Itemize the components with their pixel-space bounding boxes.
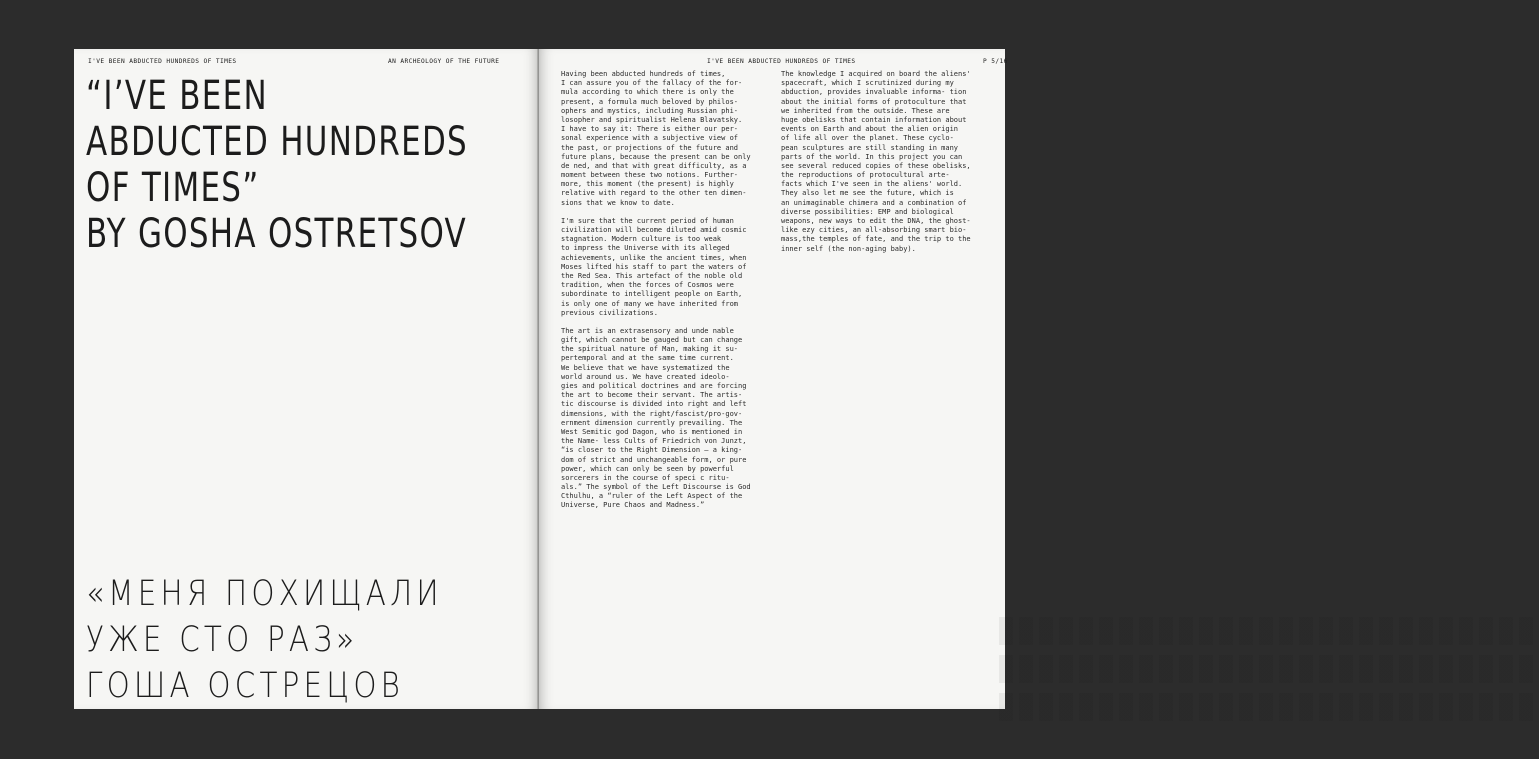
text-line: to impress the Universe with its alleged (561, 244, 730, 253)
text-column-2 (781, 70, 996, 263)
text-line: spacecraft, which I scrutinized during my (781, 79, 954, 88)
title-line: OF TIMES” (86, 165, 260, 211)
text-line: diverse possibilities: EMP and biological (781, 207, 954, 216)
paragraph (561, 70, 776, 208)
title-line: “I’VE BEEN (86, 73, 268, 119)
text-line: moment between these two notions. Further- (561, 171, 739, 180)
text-line: is only one of many we have inherited from (561, 299, 739, 308)
text-line: the reproductions of protocultural arte- (781, 171, 950, 180)
title-line: ABDUCTED HUNDREDS (86, 119, 469, 165)
text-line: more, this moment (the present) is highly (561, 180, 734, 189)
text-line: the Red Sea. This artefact of the noble old (561, 271, 743, 280)
text-line: sorcerers in the course of speci c ritu- (561, 473, 730, 482)
text-line: see several reduced copies of these obelisks, (781, 161, 971, 170)
text-column-1 (561, 70, 776, 520)
title-line: ГОША ОСТРЕЦОВ (86, 666, 405, 706)
text-line: parts of the world. In this project you can (781, 152, 963, 161)
text-line: Moses lifted his staff to part the waters of (561, 262, 747, 271)
text-line: gift, which cannot be gauged but can change (561, 336, 743, 345)
text-line: achievements, unlike the ancient times, when (561, 253, 747, 262)
running-head-right: I'VE BEEN ABDUCTED HUNDREDS OF TIMES (707, 58, 856, 65)
text-line: als.” The symbol of the Left Discourse is God (561, 483, 751, 492)
text-line: ernment dimension currently prevailing. The (561, 418, 743, 427)
text-line: ophers and mystics, including Russian phi- (561, 106, 739, 115)
title-line: «МЕНЯ ПОХИЩАЛИ (86, 574, 443, 614)
text-line: mula according to which there is only the (561, 88, 734, 97)
title-line: BY GOSHA OSTRETSOV (86, 211, 467, 257)
text-line: losopher and spiritualist Helena Blavatsky. (561, 115, 743, 124)
text-line: like ezy cities, an all-absorbing smart bio- (781, 226, 967, 235)
text-line: Cthulhu, a “ruler of the Left Aspect of the (561, 492, 743, 501)
text-line: weapons, new ways to edit the DNA, the ghost- (781, 217, 971, 225)
page-number: P 5/16 (983, 58, 1008, 65)
text-line: an unimaginable chimera and a combination of (781, 198, 967, 207)
text-line: events on Earth and about the alien origin (781, 125, 959, 134)
text-line: of life all over the planet. These cyclo- (781, 134, 954, 143)
text-line: dimensions, with the right/fascist/pro-gov- (561, 409, 743, 418)
text-line: future plans, because the present can be only (561, 152, 751, 161)
text-line: about the initial forms of protoculture that (781, 97, 967, 106)
paragraph (561, 327, 776, 511)
left-page (74, 49, 538, 709)
text-line: sions that we know to date. (561, 198, 675, 207)
text-line: previous civilizations. (561, 308, 658, 317)
paragraph (781, 70, 996, 254)
text-line: the past, or projections of the future and (561, 143, 739, 152)
text-line: civilization will become diluted amid cosmic (561, 226, 747, 234)
text-line: huge obelisks that contain information about (781, 115, 967, 124)
text-line: dom of strict and unchangeable form, or pure (561, 455, 747, 464)
text-line: the Name- less Cults of Friedrich von Junzt, (561, 437, 747, 446)
text-line: The art is an extrasensory and unde nable (561, 326, 734, 335)
text-line: “is closer to the Right Dimension – a king- (561, 446, 743, 455)
text-line: stagnation. Modern culture is too weak (561, 235, 722, 244)
text-line: I have to say it: There is either our per- (561, 125, 739, 134)
paragraph (561, 217, 776, 318)
text-line: present, a formula much beloved by philos- (561, 97, 739, 106)
text-line: world around us. We have created ideolo- (561, 372, 730, 381)
text-line: I'm sure that the current period of human (561, 216, 734, 225)
show-through-text (999, 617, 1539, 747)
text-line: power, which can only be seen by powerful (561, 464, 734, 473)
text-line: We believe that we have systematized the (561, 363, 730, 372)
text-line: facts which I've seen in the aliens' world. (781, 180, 963, 189)
text-line: relative with regard to the other ten dimen- (561, 189, 747, 198)
right-page (539, 49, 1008, 709)
text-line: the art to become their servant. The artis- (561, 391, 743, 400)
running-head-left: I'VE BEEN ABDUCTED HUNDREDS OF TIMES (88, 58, 237, 65)
text-line: Universe, Pure Chaos and Madness.” (561, 501, 705, 510)
text-line: inner self (the non-aging baby). (781, 244, 916, 253)
text-line: West Semitic god Dagon, who is mentioned in (561, 427, 743, 436)
text-line: pean sculptures are still standing in many (781, 143, 959, 152)
russian-title (86, 571, 460, 709)
text-line: mass,the temples of fate, and the trip to the (781, 235, 971, 244)
text-line: gies and political doctrines and are forcing (561, 382, 747, 390)
text-line: Having been abducted hundreds of times, (561, 70, 726, 78)
text-line: The knowledge I acquired on board the aliens' (781, 70, 971, 78)
text-line: They also let me see the future, which is (781, 189, 954, 198)
text-line: tradition, when the forces of Cosmos were (561, 281, 734, 290)
title-line: УЖЕ СТО РАЗ» (86, 620, 359, 660)
text-line: the spiritual nature of Man, making it su- (561, 345, 739, 354)
text-line: subordinate to intelligent people on Earth, (561, 290, 743, 299)
text-line: pertemporal and at the same time current. (561, 354, 734, 363)
text-line: abduction, provides invaluable informa- tion (781, 88, 967, 97)
english-title (86, 73, 469, 257)
text-line: I can assure you of the fallacy of the for- (561, 79, 743, 88)
text-line: de ned, and that with great difficulty, as a (561, 161, 747, 170)
text-line: sonal experience with a subjective view of (561, 134, 739, 143)
text-line: tic discourse is divided into right and left (561, 400, 747, 409)
text-line: we inherited from the outside. These are (781, 106, 950, 115)
running-head-section: AN ARCHEOLOGY OF THE FUTURE (388, 58, 500, 65)
